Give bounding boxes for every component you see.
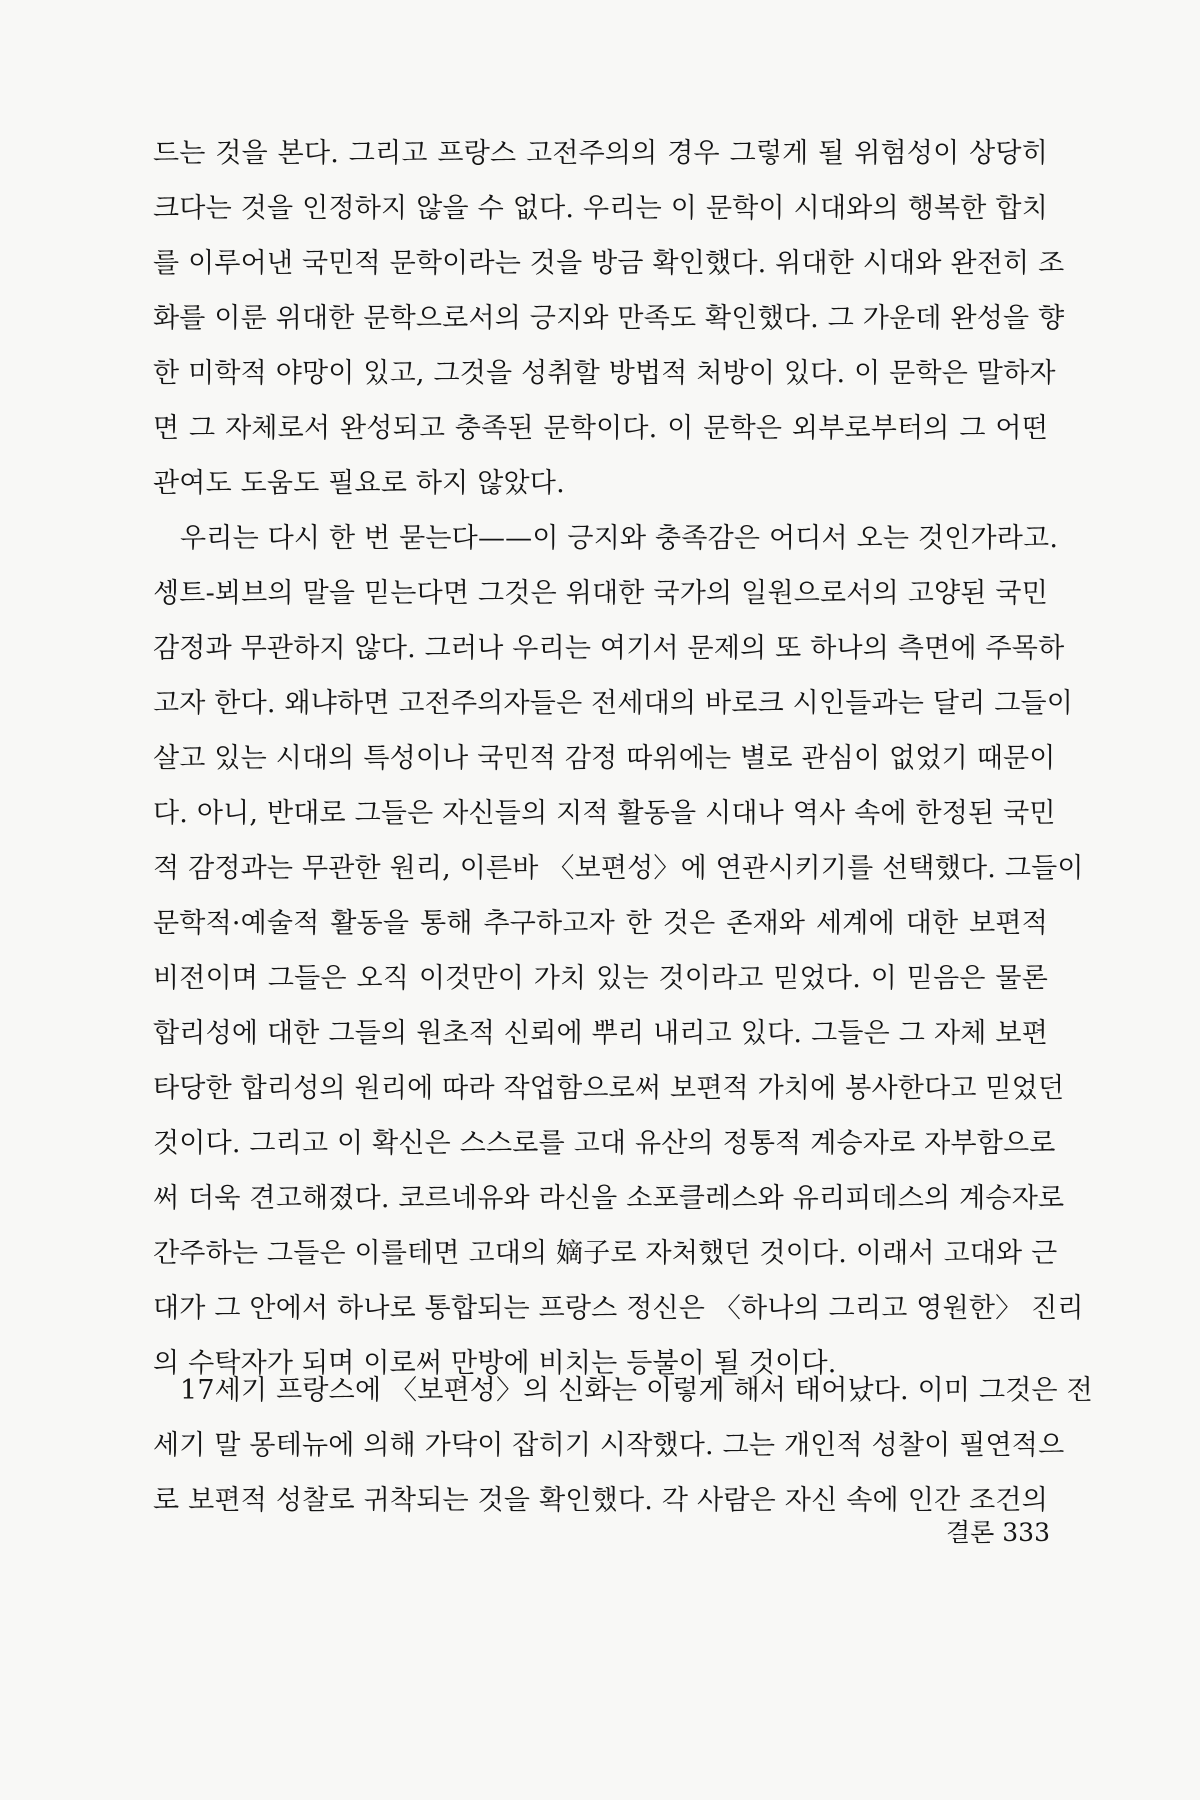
text-line: 타당한 합리성의 원리에 따라 작업함으로써 보편적 가치에 봉사한다고 믿었던 (153, 1073, 1065, 1104)
text-line: 것이다. 그리고 이 확신은 스스로를 고대 유산의 정통적 계승자로 자부함으로 (153, 1128, 1056, 1159)
text-line: 17세기 프랑스에 〈보편성〉의 신화는 이렇게 해서 태어났다. 이미 그것은 전 (180, 1375, 1093, 1406)
text-line: 간주하는 그들은 이를테면 고대의 嫡子로 자처했던 것이다. 이래서 고대와 근 (153, 1238, 1058, 1269)
text-line: 대가 그 안에서 하나로 통합되는 프랑스 정신은 〈하나의 그리고 영원한〉 진리 (153, 1293, 1084, 1324)
text-line: 써 더욱 견고해졌다. 코르네유와 라신을 소포클레스와 유리피데스의 계승자로 (153, 1183, 1065, 1214)
text-line: 관여도 도움도 필요로 하지 않았다. (153, 468, 565, 499)
text-line: 비전이며 그들은 오직 이것만이 가치 있는 것이라고 믿었다. 이 믿음은 물론 (153, 963, 1048, 994)
text-line: 의 수탁자가 되며 이로써 만방에 비치는 등불이 될 것이다. (153, 1348, 837, 1379)
text-line: 문학적·예술적 활동을 통해 추구하고자 한 것은 존재와 세계에 대한 보편적 (153, 908, 1048, 939)
text-line: 로 보편적 성찰로 귀착되는 것을 확인했다. 각 사람은 자신 속에 인간 조건의 (153, 1485, 1048, 1516)
chapter-title: 결론 (945, 1518, 995, 1547)
text-line: 를 이루어낸 국민적 문학이라는 것을 방금 확인했다. 위대한 시대와 완전히 조 (153, 248, 1065, 279)
paragraph-3 (153, 1363, 1093, 1528)
page-number: 333 (1002, 1518, 1050, 1547)
text-line: 셍트-뵈브의 말을 믿는다면 그것은 위대한 국가의 일원으로서의 고양된 국민 (153, 578, 1048, 609)
paragraph-1 (153, 126, 1065, 511)
text-line: 합리성에 대한 그들의 원초적 신뢰에 뿌리 내리고 있다. 그들은 그 자체 보편 (153, 1018, 1048, 1049)
text-line: 면 그 자체로서 완성되고 충족된 문학이다. 이 문학은 외부로부터의 그 어떤 (153, 413, 1048, 444)
text-line: 드는 것을 본다. 그리고 프랑스 고전주의의 경우 그렇게 될 위험성이 상당히 (153, 138, 1048, 169)
text-line: 다. 아니, 반대로 그들은 자신들의 지적 활동을 시대나 역사 속에 한정된 국민 (153, 798, 1056, 829)
text-line: 화를 이룬 위대한 문학으로서의 긍지와 만족도 확인했다. 그 가운데 완성을 향 (153, 303, 1065, 334)
text-line: 살고 있는 시대의 특성이나 국민적 감정 따위에는 별로 관심이 없었기 때문이 (153, 743, 1056, 774)
text-line: 크다는 것을 인정하지 않을 수 없다. 우리는 이 문학이 시대와의 행복한 합치 (153, 193, 1048, 224)
text-line: 감정과 무관하지 않다. 그러나 우리는 여기서 문제의 또 하나의 측면에 주목하 (153, 633, 1065, 664)
text-line: 고자 한다. 왜냐하면 고전주의자들은 전세대의 바로크 시인들과는 달리 그들이 (153, 688, 1074, 719)
text-line: 한 미학적 야망이 있고, 그것을 성취할 방법적 처방이 있다. 이 문학은 말하자 (153, 358, 1056, 389)
text-line: 우리는 다시 한 번 묻는다——이 긍지와 충족감은 어디서 오는 것인가라고. (180, 523, 1059, 554)
text-line: 적 감정과는 무관한 원리, 이른바 〈보편성〉에 연관시키기를 선택했다. 그들이 (153, 853, 1084, 884)
page-footer (935, 1515, 1050, 1551)
text-line: 세기 말 몽테뉴에 의해 가닥이 잡히기 시작했다. 그는 개인적 성찰이 필연적으 (153, 1430, 1065, 1461)
